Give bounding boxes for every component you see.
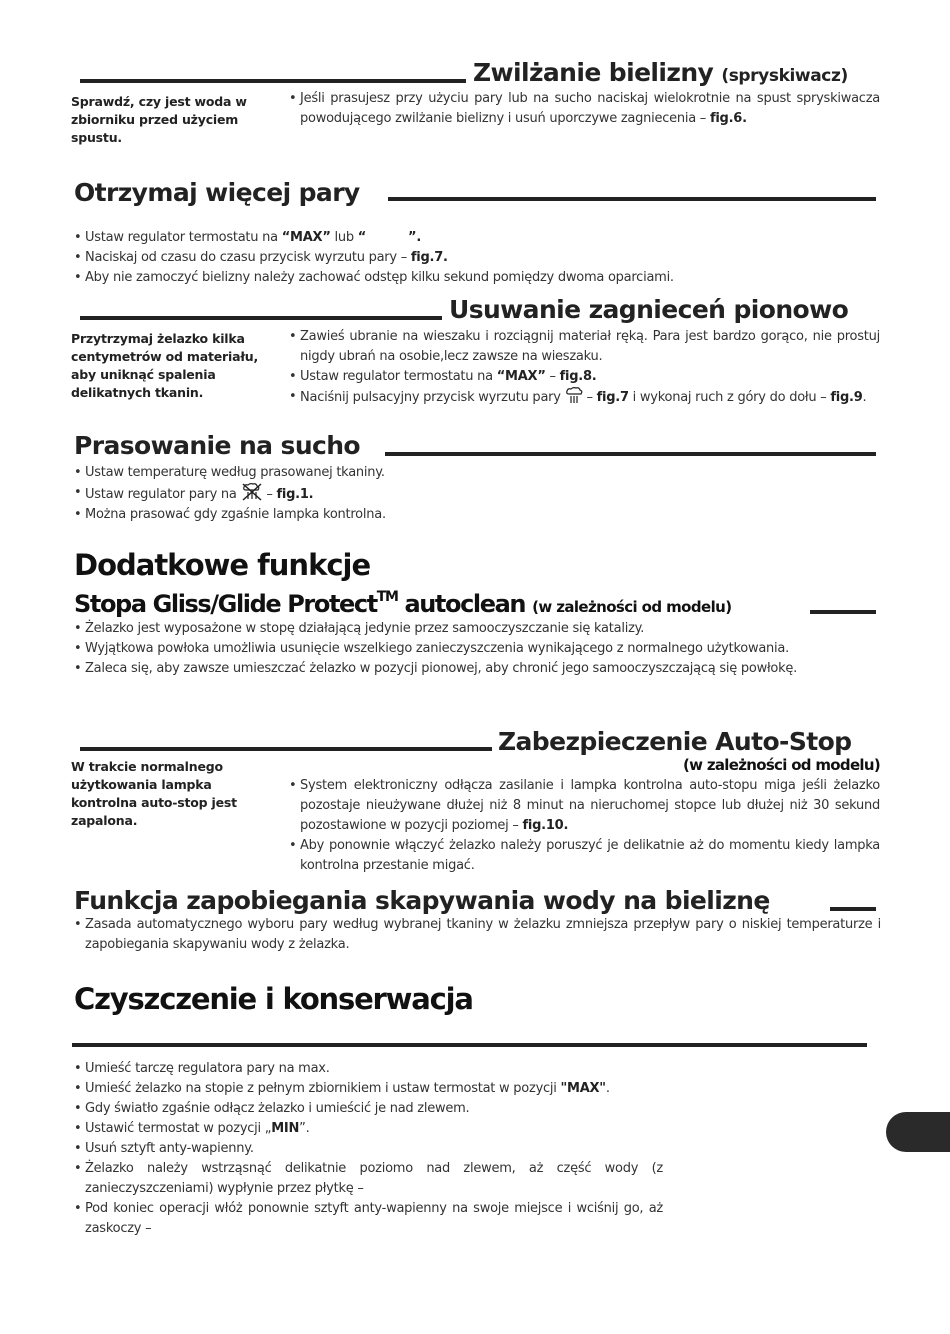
- list-item: [73, 1059, 663, 1079]
- item-text: Umieść żelazko na stopie z pełnym zbiornikiem i ustaw termostat w pozycji: [85, 1081, 561, 1096]
- figure-ref: fig.7.: [410, 250, 448, 265]
- bullet-list-stopa: [73, 619, 881, 679]
- list-item: [288, 387, 880, 408]
- item-text: Można prasować gdy zgaśnie lampka kontrolna.: [85, 507, 386, 522]
- list-item: [73, 1099, 663, 1119]
- list-item: [73, 639, 881, 659]
- bullet-list-autostop: [288, 776, 880, 876]
- bullet-list-czyszczenie: [73, 1059, 663, 1239]
- setting-value: “MAX”: [496, 369, 546, 384]
- section-title-pionowo: Usuwanie zagnieceń pionowo: [449, 295, 849, 324]
- chapter-title-czyszczenie: Czyszczenie i konserwacja: [74, 982, 473, 1016]
- section-title-wiecej-pary: Otrzymaj więcej pary: [74, 178, 360, 207]
- section-rule: [810, 610, 876, 614]
- section-rule: [80, 79, 466, 83]
- item-text: Naciśnij pulsacyjny przycisk wyrzutu pary: [300, 390, 565, 405]
- side-note-autostop: W trakcie normalnego użytkowania lampka kontrolna auto-stop jest zapalona.: [71, 759, 237, 828]
- list-item: [73, 659, 881, 679]
- figure-ref: fig.6.: [709, 111, 747, 126]
- bullet-list-skapywanie: [73, 915, 881, 955]
- list-item: [288, 836, 880, 876]
- quote-mark: “: [357, 230, 367, 245]
- item-text: Aby ponownie włączyć żelazko należy poruszyć je delikatnie aż do momentu kiedy lampka kontrolna przestanie migać.: [300, 838, 880, 873]
- item-text: System elektroniczny odłącza zasilanie i lampka kontrolna auto-stopu miga jeśli żelazko pozostaje nieużywane dłużej niż 8 minut na nieruchomej stopce lub dłużej niż 30 sekund pozostawione w pozycji poziomej –: [300, 778, 880, 833]
- list-item: [288, 327, 880, 367]
- setting-value: “MAX”: [281, 230, 331, 245]
- list-item: [73, 483, 883, 505]
- figure-ref: fig.8.: [559, 369, 597, 384]
- item-text: Wyjątkowa powłoka umożliwia usunięcie wszelkiego zanieczyszczenia wynikającego z normalnego użytkowania.: [85, 641, 790, 656]
- item-text: Zaleca się, aby zawsze umieszczać żelazko w pozycji pionowej, aby chronić jego samooczyszczającą się powłokę.: [85, 661, 798, 676]
- list-item: [73, 228, 883, 248]
- trademark: TM: [376, 589, 398, 605]
- list-item: [73, 1139, 663, 1159]
- item-text: Ustaw temperaturę według prasowanej tkaniny.: [85, 465, 385, 480]
- chapter-title-dodatkowe: Dodatkowe funkcje: [74, 548, 371, 582]
- no-steam-icon: [241, 483, 263, 501]
- title-text: autoclean: [397, 590, 526, 618]
- bullet-list-wiecej-pary: [73, 228, 883, 288]
- item-text: Ustaw regulator pary na: [85, 487, 241, 502]
- item-text: Usuń sztyft anty-wapienny.: [85, 1141, 254, 1156]
- list-item: [73, 1079, 663, 1099]
- title-subtitle: (spryskiwacz): [721, 66, 848, 86]
- section-rule: [385, 452, 876, 456]
- item-text: Zawieś ubranie na wieszaku i rozciągnij materiał ręką. Para jest bardzo gorąco, nie prostuj nigdy ubrań na osobie,lecz zawsze na wieszaku.: [300, 329, 880, 364]
- item-text: Gdy światło zgaśnie odłącz żelazko i umieścić je nad zlewem.: [85, 1101, 470, 1116]
- bullet-list-pionowo: [288, 327, 880, 408]
- item-text: Naciskaj od czasu do czasu przycisk wyrzutu pary –: [85, 250, 411, 265]
- list-item: [73, 1199, 663, 1239]
- list-item: [73, 915, 881, 955]
- setting-value: MIN: [271, 1121, 300, 1136]
- list-item: [73, 248, 883, 268]
- bullet-list-zwilzanie: [288, 89, 880, 129]
- section-title-stopa: [74, 589, 732, 618]
- bullet-list-sucho: [73, 463, 883, 525]
- section-title-skapywanie: Funkcja zapobiegania skapywania wody na bieliznę: [74, 886, 770, 915]
- item-text: –: [262, 487, 277, 502]
- section-title-autostop: Zabezpieczenie Auto-Stop: [498, 727, 852, 756]
- figure-ref: fig.10.: [522, 818, 569, 833]
- title-text: Zwilżanie bielizny: [473, 58, 714, 87]
- item-text: Ustawić termostat w pozycji „: [85, 1121, 272, 1136]
- item-text: Ustaw regulator termostatu na: [300, 369, 497, 384]
- side-note-zwilzanie: Sprawdź, czy jest woda w zbiorniku przed użyciem spustu.: [71, 94, 247, 145]
- section-subtitle-autostop: (w zależności od modelu): [683, 756, 880, 774]
- figure-ref: fig.9: [830, 390, 863, 405]
- section-title-zwilzanie: [473, 60, 848, 85]
- list-item: [73, 268, 883, 288]
- list-item: [73, 505, 883, 525]
- item-text: Jeśli prasujesz przy użyciu pary lub na sucho naciskaj wielokrotnie na spust spryskiwacza powodującego zwilżanie bielizny i usuń uporczywe zagniecenia –: [300, 91, 880, 126]
- section-rule: [72, 1043, 867, 1047]
- item-text: lub: [330, 230, 358, 245]
- item-text: Żelazko jest wyposażone w stopę działającą jedynie przez samooczyszczanie się katalizy.: [85, 621, 645, 636]
- steam-burst-icon: [565, 387, 583, 404]
- section-title-sucho: Prasowanie na sucho: [74, 431, 361, 460]
- figure-ref: fig.1.: [276, 487, 314, 502]
- item-text: i wykonaj ruch z góry do dołu –: [628, 390, 831, 405]
- item-text: ”.: [299, 1121, 310, 1136]
- item-text: Pod koniec operacji włóż ponownie sztyft anty-wapienny na swoje miejsce i wciśnij go, aż zaskoczy –: [85, 1201, 663, 1236]
- page-thumb-tab: [886, 1112, 950, 1152]
- section-rule: [388, 197, 876, 201]
- figure-ref: fig.7: [596, 390, 629, 405]
- section-rule: [80, 316, 442, 320]
- section-rule: [830, 907, 876, 911]
- list-item: [288, 89, 880, 129]
- list-item: [73, 1159, 663, 1199]
- side-note-pionowo: Przytrzymaj żelazko kilka centymetrów od materiału, aby uniknąć spalenia delikatnych tkanin.: [71, 331, 259, 400]
- list-item: [73, 463, 883, 483]
- item-text: Ustaw regulator termostatu na: [85, 230, 282, 245]
- item-text: Aby nie zamoczyć bielizny należy zachować odstęp kilku sekund pomiędzy dwoma oparciami.: [85, 270, 674, 285]
- item-text: –: [582, 390, 597, 405]
- item-text: .: [862, 390, 867, 405]
- list-item: [288, 776, 880, 836]
- section-rule: [80, 747, 492, 751]
- item-text: .: [605, 1081, 610, 1096]
- title-text: Stopa Gliss/Glide Protect: [74, 590, 377, 618]
- title-subtitle: (w zależności od modelu): [532, 598, 732, 616]
- setting-value: "MAX": [560, 1081, 606, 1096]
- list-item: [73, 619, 881, 639]
- quote-mark: ”.: [408, 230, 422, 245]
- list-item: [288, 367, 880, 387]
- item-text: Zasada automatycznego wyboru pary według wybranej tkaniny w żelazku zmniejsza przepływ pary o niskiej temperaturze i zapobiegania skapywaniu wody z żelazka.: [85, 917, 881, 952]
- item-text: Żelazko należy wstrząsnąć delikatnie poziomo nad zlewem, aż część wody (z zanieczyszczeniami) wypłynie przez płytkę –: [85, 1161, 663, 1196]
- item-text: –: [545, 369, 560, 384]
- item-text: Umieść tarczę regulatora pary na max.: [85, 1061, 330, 1076]
- list-item: [73, 1119, 663, 1139]
